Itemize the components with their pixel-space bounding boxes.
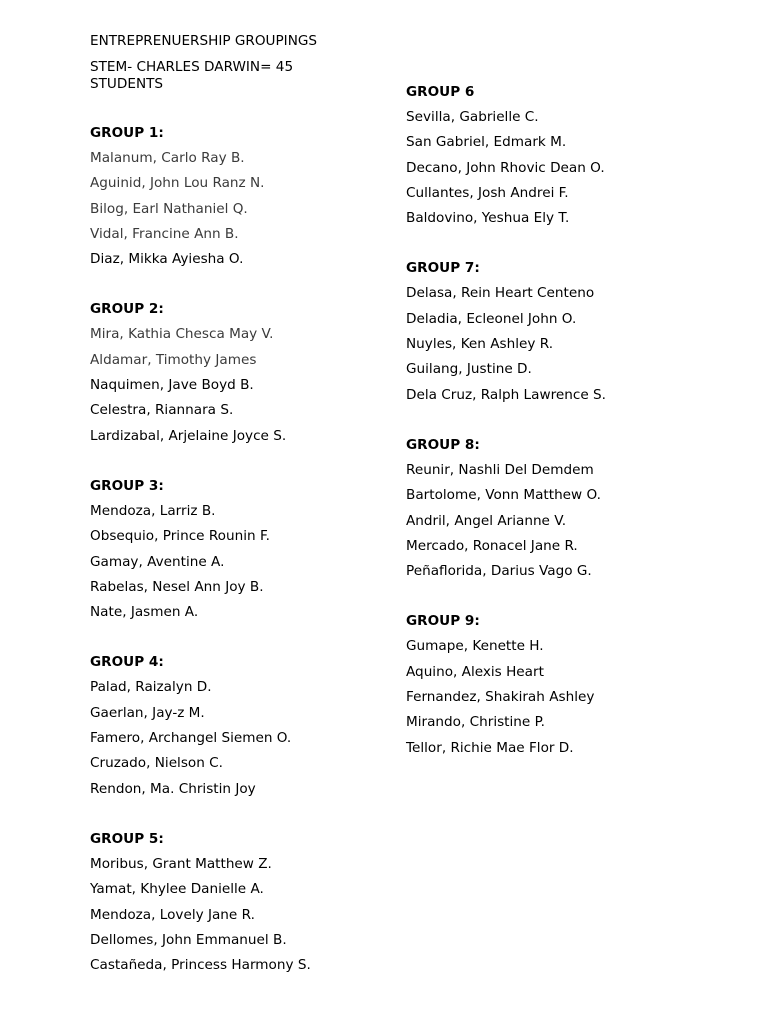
list-item: Naquimen, Jave Boyd B. [90,377,254,394]
list-item: Diaz, Mikka Ayiesha O. [90,251,244,268]
list-item: Dela Cruz, Ralph Lawrence S. [406,386,606,403]
page-title: ENTREPRENUERSHIP GROUPINGS [90,33,318,49]
list-item: Moribus, Grant Matthew Z. [90,855,272,872]
member-list [90,149,420,275]
group-heading: GROUP 1: [90,125,164,141]
class-section-subtitle: STEM- CHARLES DARWIN= 45 STUDENTS [90,59,294,92]
member-list [90,678,420,804]
list-item: Lardizabal, Arjelaine Joyce S. [90,427,287,444]
list-item: Celestra, Riannara S. [90,402,234,419]
group-3 [90,477,420,628]
list-item: Deladia, Ecleonel John O. [406,310,577,327]
group-4 [90,653,420,804]
list-item: Nate, Jasmen A. [90,604,199,621]
list-item: Delasa, Rein Heart Centeno [406,285,595,302]
list-item: Dellomes, John Emmanuel B. [90,931,287,948]
group-heading: GROUP 6 [406,84,475,100]
list-item: Obsequio, Prince Rounin F. [90,528,270,545]
list-item: Peñaflorida, Darius Vago G. [406,563,592,580]
list-item: Cullantes, Josh Andrei F. [406,184,569,201]
group-heading: GROUP 4: [90,654,164,671]
member-list [90,325,420,451]
group-heading: GROUP 9: [406,613,480,630]
list-item: Andril, Angel Arianne V. [406,512,567,529]
list-item: San Gabriel, Edmark M. [406,134,567,151]
list-item: Reunir, Nashli Del Demdem [406,461,594,478]
list-item: Bilog, Earl Nathaniel Q. [90,200,248,217]
list-item: Aguinid, John Lou Ranz N. [90,175,265,192]
list-item: Famero, Archangel Siemen O. [90,730,292,747]
group-9 [406,612,736,763]
list-item: Malanum, Carlo Ray B. [90,150,245,166]
group-2 [90,300,420,451]
group-heading: GROUP 7: [406,260,480,277]
list-item: Mira, Kathia Chesca May V. [90,326,274,343]
member-list [90,502,420,628]
group-heading: GROUP 5: [90,830,164,847]
list-item: Gamay, Aventine A. [90,553,225,570]
list-item: Bartolome, Vonn Matthew O. [406,487,601,504]
group-1 [90,124,420,275]
group-6 [406,83,736,234]
member-list [406,284,736,410]
list-item: Mirando, Christine P. [406,714,545,731]
list-item: Mendoza, Larriz B. [90,502,216,519]
list-item: Palad, Raizalyn D. [90,679,212,696]
list-item: Castañeda, Princess Harmony S. [90,957,311,974]
list-item: Rendon, Ma. Christin Joy [90,780,256,797]
list-item: Rabelas, Nesel Ann Joy B. [90,578,264,595]
list-item: Fernandez, Shakirah Ashley [406,689,595,706]
list-item: Tellor, Richie Mae Flor D. [406,739,574,756]
list-item: Guilang, Justine D. [406,361,532,378]
member-list [406,637,736,763]
member-list [406,108,736,234]
left-column [90,124,420,1006]
list-item: Aquino, Alexis Heart [406,663,544,680]
list-item: Aldamar, Timothy James [90,351,257,368]
group-5 [90,830,420,981]
list-item: Cruzado, Nielson C. [90,755,223,772]
list-item: Baldovino, Yeshua Ely T. [406,210,570,227]
member-list [406,461,736,587]
list-item: Gumape, Kenette H. [406,638,544,655]
list-item: Decano, John Rhovic Dean O. [406,159,605,176]
list-item: Sevilla, Gabrielle C. [406,109,539,125]
list-item: Mendoza, Lovely Jane R. [90,906,255,923]
group-heading: GROUP 8: [406,436,480,453]
list-item: Mercado, Ronacel Jane R. [406,537,578,554]
list-item: Yamat, Khylee Danielle A. [90,881,264,898]
member-list [90,855,420,981]
list-item: Gaerlan, Jay-z M. [90,704,205,721]
right-column [406,83,736,789]
group-heading: GROUP 3: [90,477,164,494]
list-item: Nuyles, Ken Ashley R. [406,336,554,353]
group-heading: GROUP 2: [90,301,164,318]
group-8 [406,436,736,587]
group-7 [406,259,736,410]
list-item: Vidal, Francine Ann B. [90,225,239,242]
